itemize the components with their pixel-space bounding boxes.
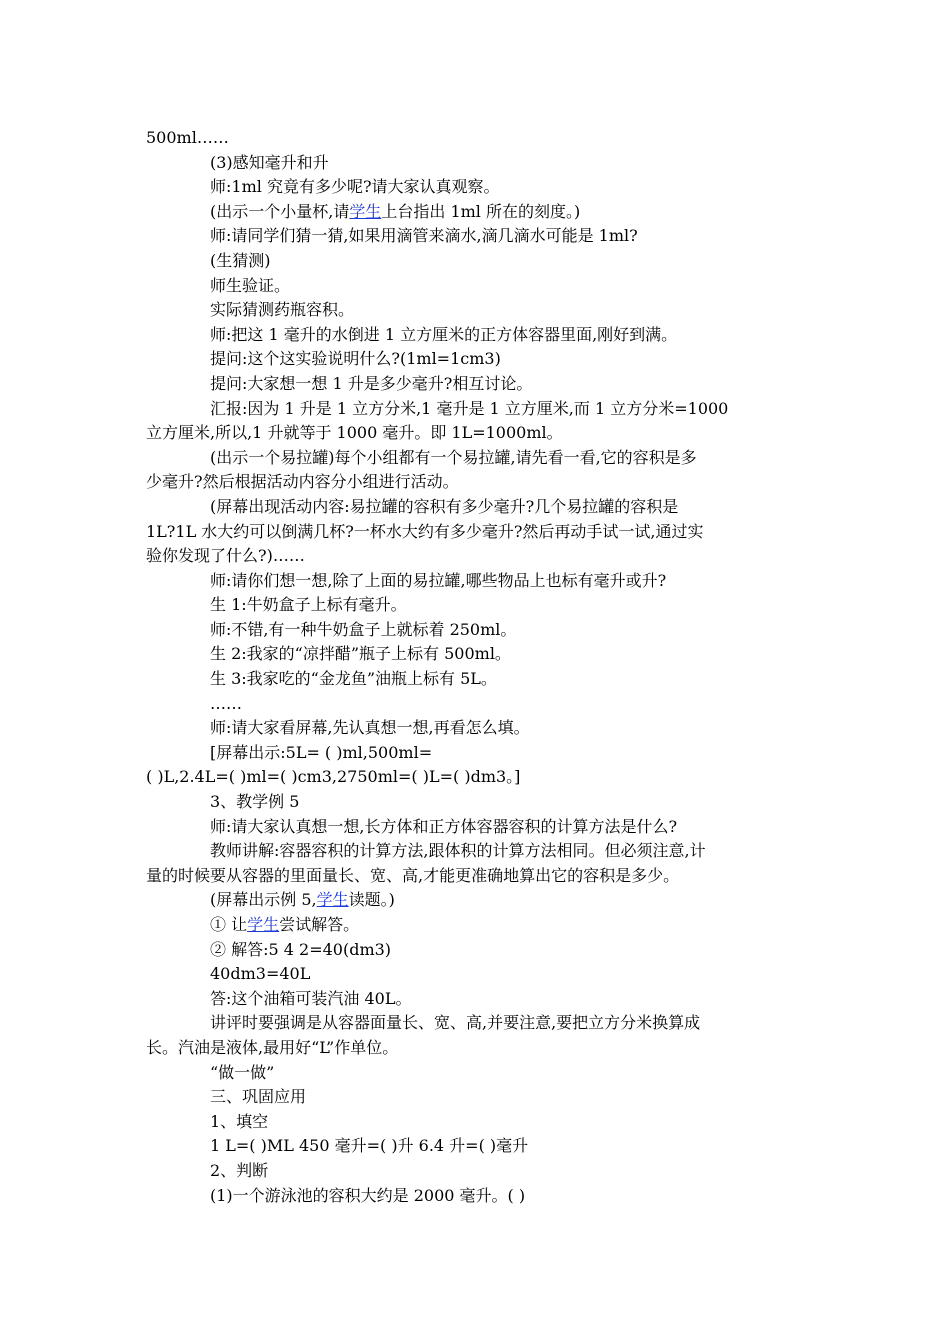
text-run: 1、填空: [210, 1111, 269, 1131]
text-run: 3、教学例 5: [210, 792, 300, 812]
text-line: [146, 249, 816, 274]
text-run: (3)感知毫升和升: [210, 152, 329, 172]
text-run: 长。汽油是液体,最用好“L”作单位。: [146, 1037, 399, 1057]
text-line: [146, 692, 816, 717]
text-run: 500ml……: [146, 128, 229, 147]
text-run: (屏幕出示例 5,: [210, 890, 317, 910]
text-line: [146, 790, 816, 815]
text-line: [146, 642, 816, 667]
text-line: [146, 421, 816, 446]
text-run: 生 3:我家吃的“金龙鱼”油瓶上标有 5L。: [210, 669, 497, 689]
text-line: [146, 175, 816, 200]
text-run: 师:请你们想一想,除了上面的易拉罐,哪些物品上也标有毫升或升?: [210, 570, 667, 590]
text-line: [146, 397, 816, 422]
text-line: [146, 372, 816, 397]
text-run: 少毫升?然后根据活动内容分小组进行活动。: [146, 472, 459, 492]
document-page: [146, 126, 816, 1208]
text-line: [146, 470, 816, 495]
text-line: [146, 200, 816, 225]
text-run: 立方厘米,所以,1 升就等于 1000 毫升。即 1L=1000ml。: [146, 423, 563, 443]
text-run: (屏幕出现活动内容:易拉罐的容积有多少毫升?几个易拉罐的容积是: [210, 496, 679, 516]
text-line: [146, 815, 816, 840]
text-run: 实际猜测药瓶容积。: [210, 300, 355, 320]
text-line: [146, 224, 816, 249]
text-run: 师:请大家看屏幕,先认真想一想,再看怎么填。: [210, 718, 530, 738]
text-line: [146, 741, 816, 766]
text-run: 1L?1L 水大约可以倒满几杯?一杯水大约有多少毫升?然后再动手试一试,通过实: [146, 521, 704, 541]
text-run: (出示一个易拉罐)每个小组都有一个易拉罐,请先看一看,它的容积是多: [210, 447, 697, 467]
text-line: [146, 1110, 816, 1135]
text-line: [146, 1061, 816, 1086]
text-line: [146, 520, 816, 545]
text-line: [146, 716, 816, 741]
text-run: [屏幕出示:5L= ( )ml,500ml=: [210, 742, 433, 762]
text-run: “做一做”: [210, 1062, 275, 1082]
text-line: [146, 1134, 816, 1159]
text-run: 答:这个油箱可装汽油 40L。: [210, 988, 412, 1008]
text-run: 生 2:我家的“凉拌醋”瓶子上标有 500ml。: [210, 644, 511, 664]
text-run: 上台指出 1ml 所在的刻度。): [381, 201, 581, 221]
student-link[interactable]: 学生: [316, 890, 349, 910]
text-line: [146, 765, 816, 790]
text-line: [146, 1036, 816, 1061]
text-line: [146, 864, 816, 889]
text-line: [146, 1159, 816, 1184]
text-line: [146, 1011, 816, 1036]
text-run: 师生验证。: [210, 275, 291, 295]
text-run: (出示一个小量杯,请: [210, 201, 350, 221]
text-line: [146, 839, 816, 864]
text-run: ……: [210, 693, 242, 713]
text-line: [146, 323, 816, 348]
student-link[interactable]: 学生: [349, 201, 382, 221]
text-line: [146, 987, 816, 1012]
text-run: 量的时候要从容器的里面量长、宽、高,才能更准确地算出它的容积是多少。: [146, 865, 680, 885]
text-run: ( )L,2.4L=( )ml=( )cm3,2750ml=( )L=( )dm3。]: [146, 767, 521, 787]
text-run: 讲评时要强调是从容器面量长、宽、高,并要注意,要把立方分米换算成: [210, 1013, 701, 1033]
text-line: [146, 1184, 816, 1209]
text-run: 尝试解答。: [279, 915, 360, 934]
text-line: [146, 618, 816, 643]
text-line: [146, 446, 816, 471]
text-line: [146, 126, 816, 151]
text-run: 生 1:牛奶盒子上标有毫升。: [210, 595, 407, 615]
text-run: 师:请同学们猜一猜,如果用滴管来滴水,滴几滴水可能是 1ml?: [210, 226, 638, 246]
text-run: 提问:大家想一想 1 升是多少毫升?相互讨论。: [210, 373, 533, 393]
text-run: 三、巩固应用: [210, 1087, 307, 1107]
text-line: [146, 347, 816, 372]
text-line: [146, 938, 816, 963]
text-line: [146, 962, 816, 987]
text-line: [146, 544, 816, 569]
text-run: 师:请大家认真想一想,长方体和正方体容器容积的计算方法是什么?: [210, 816, 678, 836]
text-run: 师:把这 1 毫升的水倒进 1 立方厘米的正方体容器里面,刚好到满。: [210, 324, 678, 344]
text-run: 读题。): [348, 890, 395, 910]
text-run: (1)一个游泳池的容积大约是 2000 毫升。( ): [210, 1185, 526, 1205]
student-link[interactable]: 学生: [247, 915, 280, 934]
text-run: 提问:这个这实验说明什么?(1ml=1cm3): [210, 349, 501, 369]
text-line: [146, 1085, 816, 1110]
text-run: (生猜测): [210, 250, 271, 270]
text-run: 40dm3=40L: [210, 964, 311, 984]
text-run: 验你发现了什么?)……: [146, 546, 305, 566]
text-run: 1 L=( )ML 450 毫升=( )升 6.4 升=( )毫升: [210, 1136, 529, 1156]
text-line: [146, 593, 816, 618]
text-run: ① 让: [210, 915, 248, 934]
text-run: 2、判断: [210, 1160, 269, 1180]
text-run: 师:1ml 究竟有多少呢?请大家认真观察。: [210, 177, 500, 197]
text-line: [146, 888, 816, 913]
text-line: [146, 913, 816, 938]
text-run: ② 解答:5 4 2=40(dm3): [210, 939, 392, 959]
text-run: 教师讲解:容器容积的计算方法,跟体积的计算方法相同。但必须注意,计: [210, 841, 706, 861]
text-line: [146, 298, 816, 323]
text-line: [146, 151, 816, 176]
text-line: [146, 569, 816, 594]
text-run: 师:不错,有一种牛奶盒子上就标着 250ml。: [210, 619, 517, 639]
text-run: 汇报:因为 1 升是 1 立方分米,1 毫升是 1 立方厘米,而 1 立方分米=1000: [210, 398, 729, 418]
text-line: [146, 667, 816, 692]
text-line: [146, 274, 816, 299]
text-line: [146, 495, 816, 520]
